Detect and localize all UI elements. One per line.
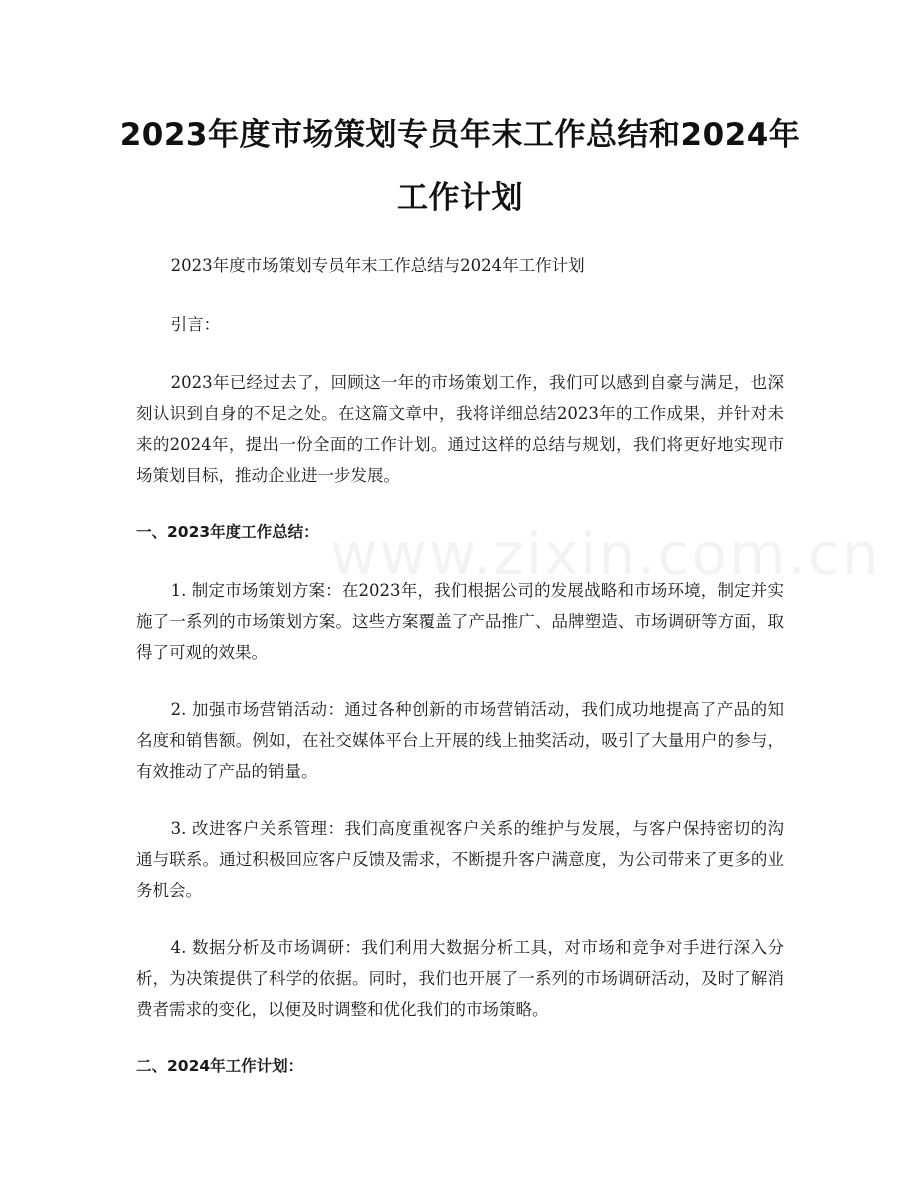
summary-item-1: 1. 制定市场策划方案：在2023年，我们根据公司的发展战略和市场环境，制定并实施了一系列的市场策划方案。这些方案覆盖了产品推广、品牌塑造、市场调研等方面，取得了可观的效果。 — [136, 581, 784, 662]
section-heading-summary: 一、2023年度工作总结： — [136, 523, 319, 541]
summary-item-2: 2. 加强市场营销活动：通过各种创新的市场营销活动，我们成功地提高了产品的知名度和销售额。例如，在社交媒体平台上开展的线上抽奖活动，吸引了大量用户的参与，有效推动了产品的销量。 — [136, 700, 784, 781]
intro-paragraph: 2023年已经过去了，回顾这一年的市场策划工作，我们可以感到自豪与满足，也深刻认识到自身的不足之处。在这篇文章中，我将详细总结2023年的工作成果，并针对未来的2024年，提出一份全面的工作计划。通过这样的总结与规划，我们将更好地实现市场策划目标，推动企业进一步发展。 — [136, 373, 784, 485]
summary-item-4: 4. 数据分析及市场调研：我们利用大数据分析工具，对市场和竞争对手进行深入分析，为决策提供了科学的依据。同时，我们也开展了一系列的市场调研活动，及时了解消费者需求的变化，以便及时调整和优化我们的市场策略。 — [136, 938, 784, 1019]
document-subtitle: 2023年度市场策划专员年末工作总结与2024年工作计划 — [170, 256, 585, 275]
section-heading-plan: 二、2024年工作计划： — [136, 1057, 304, 1075]
intro-label: 引言： — [170, 315, 221, 334]
summary-item-3: 3. 改进客户关系管理：我们高度重视客户关系的维护与发展，与客户保持密切的沟通与联系。通过积极回应客户反馈及需求，不断提升客户满意度，为公司带来了更多的业务机会。 — [136, 819, 784, 900]
document-title: 2023年度市场策划专员年末工作总结和2024年工作计划 — [119, 117, 801, 216]
document-body — [136, 250, 784, 1109]
